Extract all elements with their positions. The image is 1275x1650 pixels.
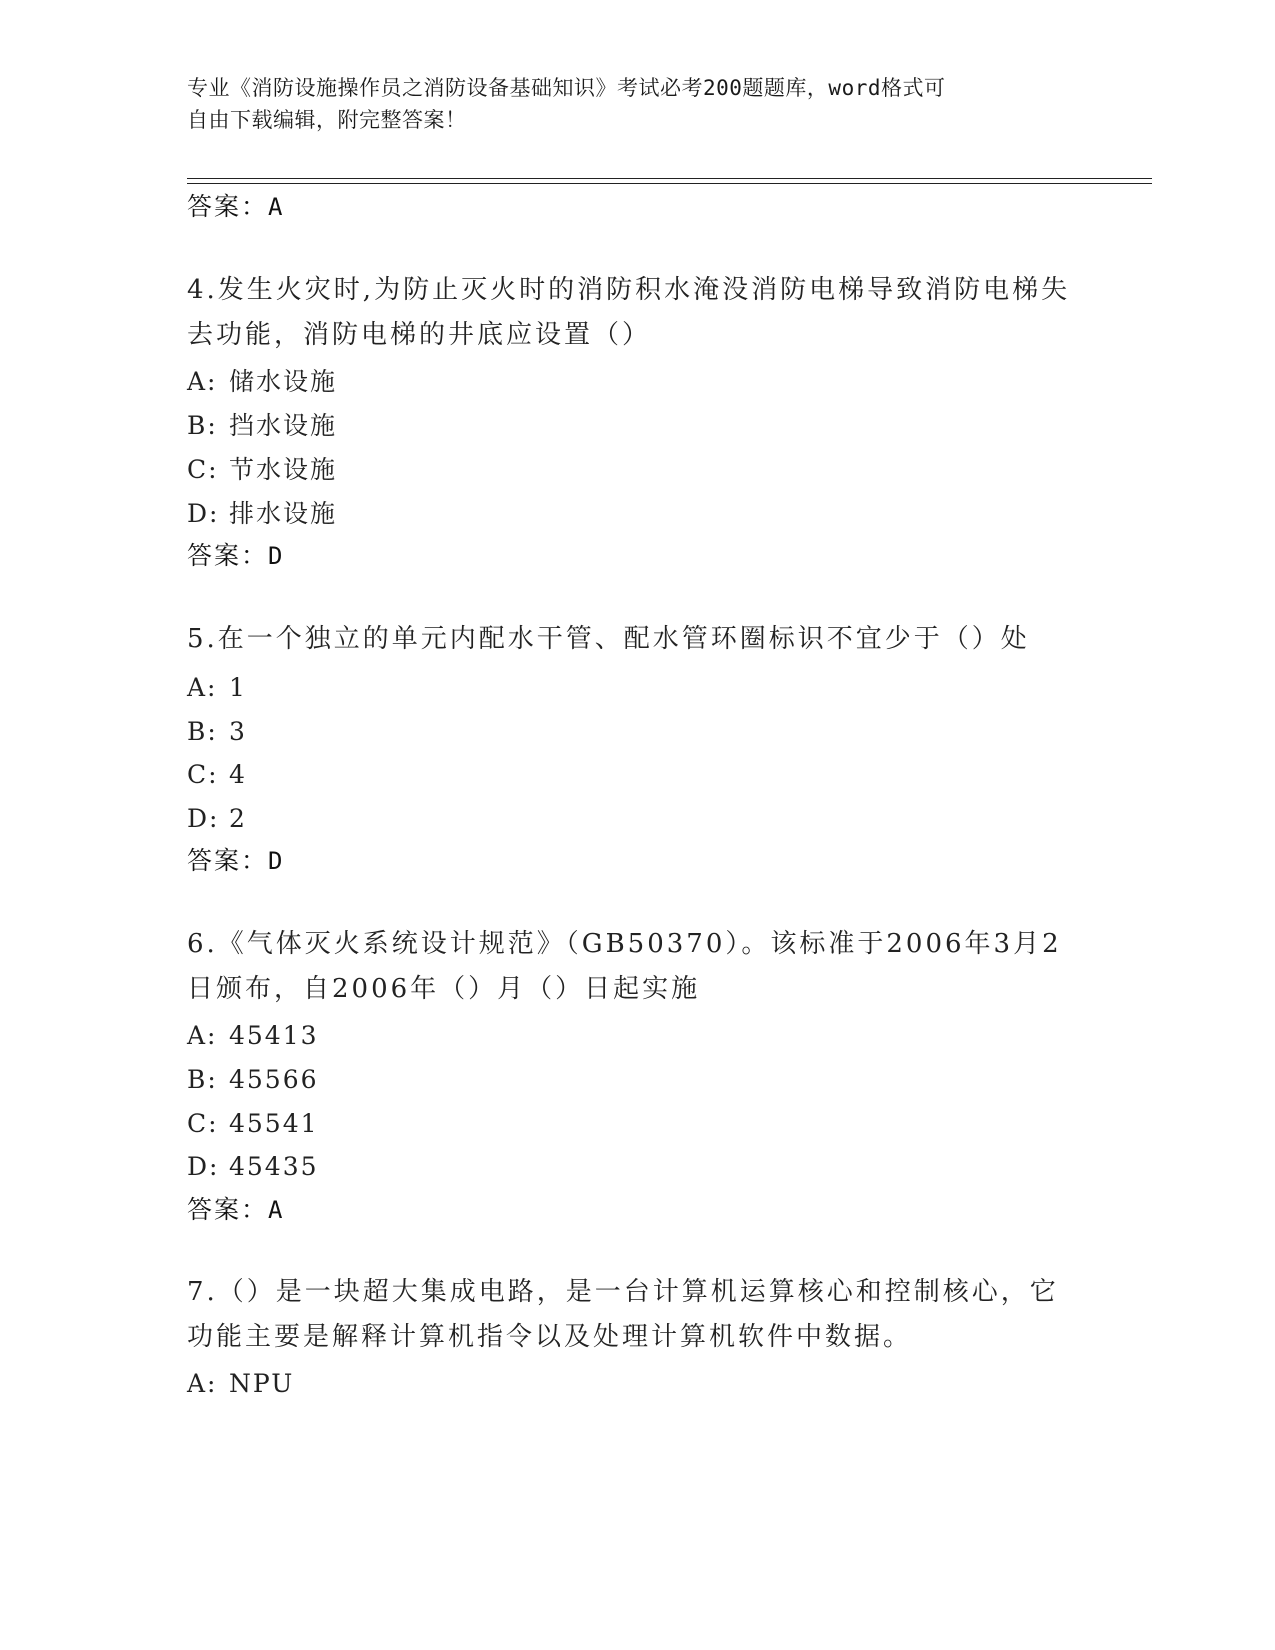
option-d xyxy=(187,804,247,834)
answer-value: D xyxy=(268,542,284,570)
header-line-2: 自由下载编辑，附完整答案！ xyxy=(187,108,467,132)
option-text: 挡水设施 xyxy=(229,411,338,440)
answer-value: D xyxy=(268,847,284,875)
option-text: 储水设施 xyxy=(229,367,338,396)
option-b xyxy=(187,717,247,747)
option-text: 45435 xyxy=(229,1152,319,1181)
option-c xyxy=(187,455,337,485)
option-text: 45413 xyxy=(229,1021,319,1050)
answer-value: A xyxy=(268,193,284,221)
option-letter: C: xyxy=(187,760,219,789)
answer-line xyxy=(187,846,283,876)
answer-label: 答案： xyxy=(187,846,269,875)
option-letter: A: xyxy=(187,1021,218,1050)
header-rule-bottom xyxy=(187,183,1152,184)
option-a xyxy=(187,673,247,703)
option-text: 45541 xyxy=(229,1109,319,1138)
option-letter: D: xyxy=(187,499,220,528)
answer-label: 答案： xyxy=(187,1195,269,1224)
option-text: 4 xyxy=(229,760,247,789)
option-text: 3 xyxy=(229,717,247,746)
option-letter: A: xyxy=(187,367,218,396)
answer-label: 答案： xyxy=(187,541,269,570)
answer-label: 答案： xyxy=(187,192,269,221)
question-text-line: 7.（）是一块超大集成电路，是一台计算机运算核心和控制核心，它 xyxy=(187,1277,1059,1307)
option-c xyxy=(187,760,247,790)
option-text: 2 xyxy=(229,804,247,833)
question-text-line: 去功能，消防电梯的井底应设置（） xyxy=(187,320,652,350)
question-text-line: 功能主要是解释计算机指令以及处理计算机软件中数据。 xyxy=(187,1322,913,1352)
document-header xyxy=(187,72,1067,136)
option-text: 节水设施 xyxy=(229,455,338,484)
option-letter: A: xyxy=(187,673,218,702)
option-text: 1 xyxy=(229,673,247,702)
question-text-line: 5.在一个独立的单元内配水干管、配水管环圈标识不宜少于（）处 xyxy=(187,624,1030,654)
question-7 xyxy=(187,1270,1087,1360)
option-letter: B: xyxy=(187,411,218,440)
option-text: 45566 xyxy=(229,1065,319,1094)
option-letter: A: xyxy=(187,1369,218,1398)
question-text-line: 日颁布，自2006年（）月（）日起实施 xyxy=(187,974,701,1004)
answer-value: A xyxy=(268,1196,284,1224)
option-letter: D: xyxy=(187,1152,220,1181)
option-b xyxy=(187,1065,319,1095)
option-letter: C: xyxy=(187,455,219,484)
option-text: 排水设施 xyxy=(229,499,338,528)
option-letter: D: xyxy=(187,804,220,833)
question-text-line: 4.发生火灾时,为防止灭火时的消防积水淹没消防电梯导致消防电梯失 xyxy=(187,275,1071,305)
option-letter: B: xyxy=(187,717,218,746)
option-a xyxy=(187,1021,319,1051)
answer-line xyxy=(187,541,283,571)
header-line-1: 专业《消防设施操作员之消防设备基础知识》考试必考200题题库，word格式可 xyxy=(187,76,946,100)
answer-line xyxy=(187,192,283,222)
question-text-line: 6.《气体灭火系统设计规范》（GB50370）。该标准于2006年3月2 xyxy=(187,929,1062,959)
option-d xyxy=(187,1152,319,1182)
option-letter: B: xyxy=(187,1065,218,1094)
question-6 xyxy=(187,922,1087,1012)
option-text: NPU xyxy=(229,1369,295,1398)
option-d xyxy=(187,499,337,529)
question-5 xyxy=(187,617,1087,662)
option-b xyxy=(187,411,337,441)
option-c xyxy=(187,1109,319,1139)
option-a xyxy=(187,1369,294,1399)
option-a xyxy=(187,367,337,397)
option-letter: C: xyxy=(187,1109,219,1138)
question-4 xyxy=(187,268,1087,358)
answer-line xyxy=(187,1195,283,1225)
header-rule-top xyxy=(187,178,1152,179)
